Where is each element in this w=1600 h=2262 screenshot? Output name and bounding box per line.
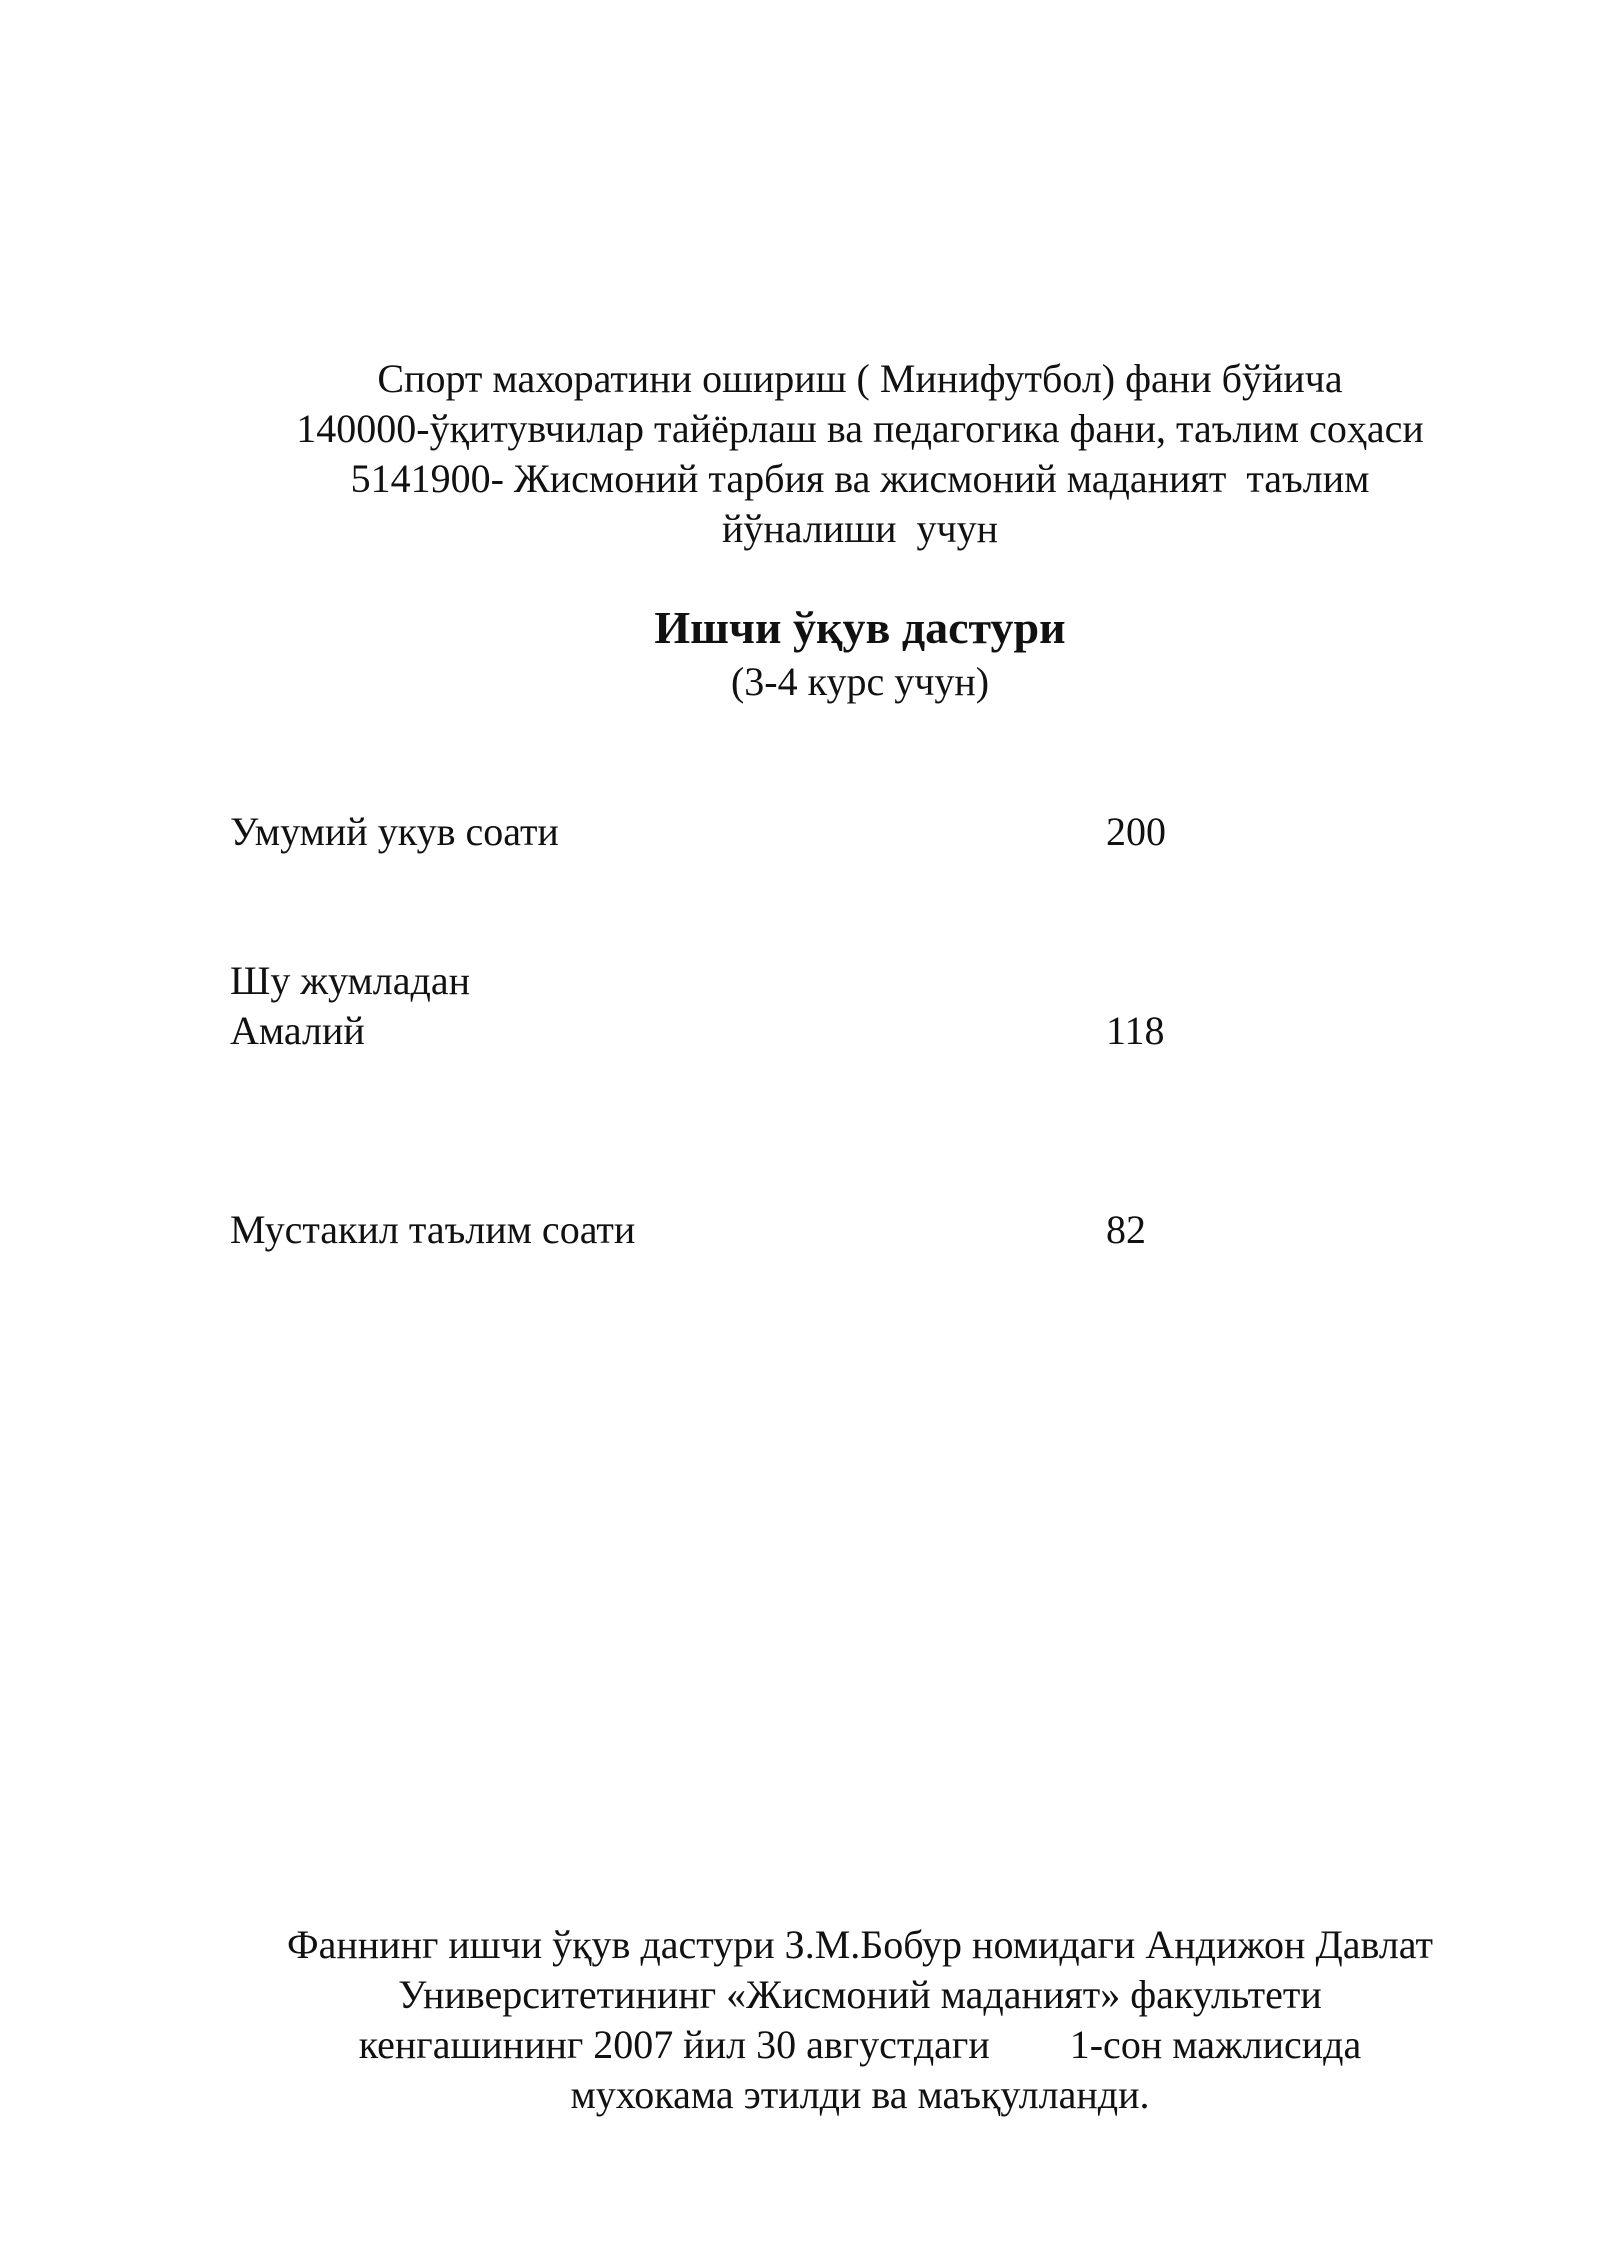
- practical-hours-value: 118: [1106, 1008, 1165, 1053]
- footer-line-3: кенгашининг 2007 йил 30 августдаги 1-сон мажлисида: [358, 2022, 1362, 2067]
- independent-hours-label: Мустакил таълим соати: [230, 1207, 636, 1252]
- including-label: Шу жумладан: [230, 958, 470, 1003]
- total-hours-value: 200: [1106, 809, 1166, 854]
- header-line-2: 140000-ўқитувчилар тайёрлаш ва педагогика фани, таълим соҳаси: [296, 406, 1424, 451]
- practical-hours-label: Амалий: [230, 1008, 365, 1053]
- header-line-4: йўналиши учун: [721, 506, 998, 551]
- document-title: Ишчи ўқув дастури: [654, 602, 1066, 653]
- document-subtitle: (3-4 курс учун): [730, 659, 990, 704]
- header-line-3: 5141900- Жисмоний тарбия ва жисмоний маданият таълим: [350, 456, 1370, 501]
- header-line-1: Спорт махоратини ошириш ( Минифутбол) фани бўйича: [377, 356, 1343, 401]
- footer-line-1: Фаннинг ишчи ўқув дастури З.М.Бобур номидаги Андижон Давлат: [287, 1922, 1433, 1967]
- footer-line-4: мухокама этилди ва маъқулланди.: [570, 2072, 1150, 2117]
- footer-line-2: Университетининг «Жисмоний маданият» факультети: [398, 1972, 1322, 2017]
- independent-hours-value: 82: [1106, 1207, 1146, 1252]
- total-hours-label: Умумий укув соати: [230, 809, 559, 854]
